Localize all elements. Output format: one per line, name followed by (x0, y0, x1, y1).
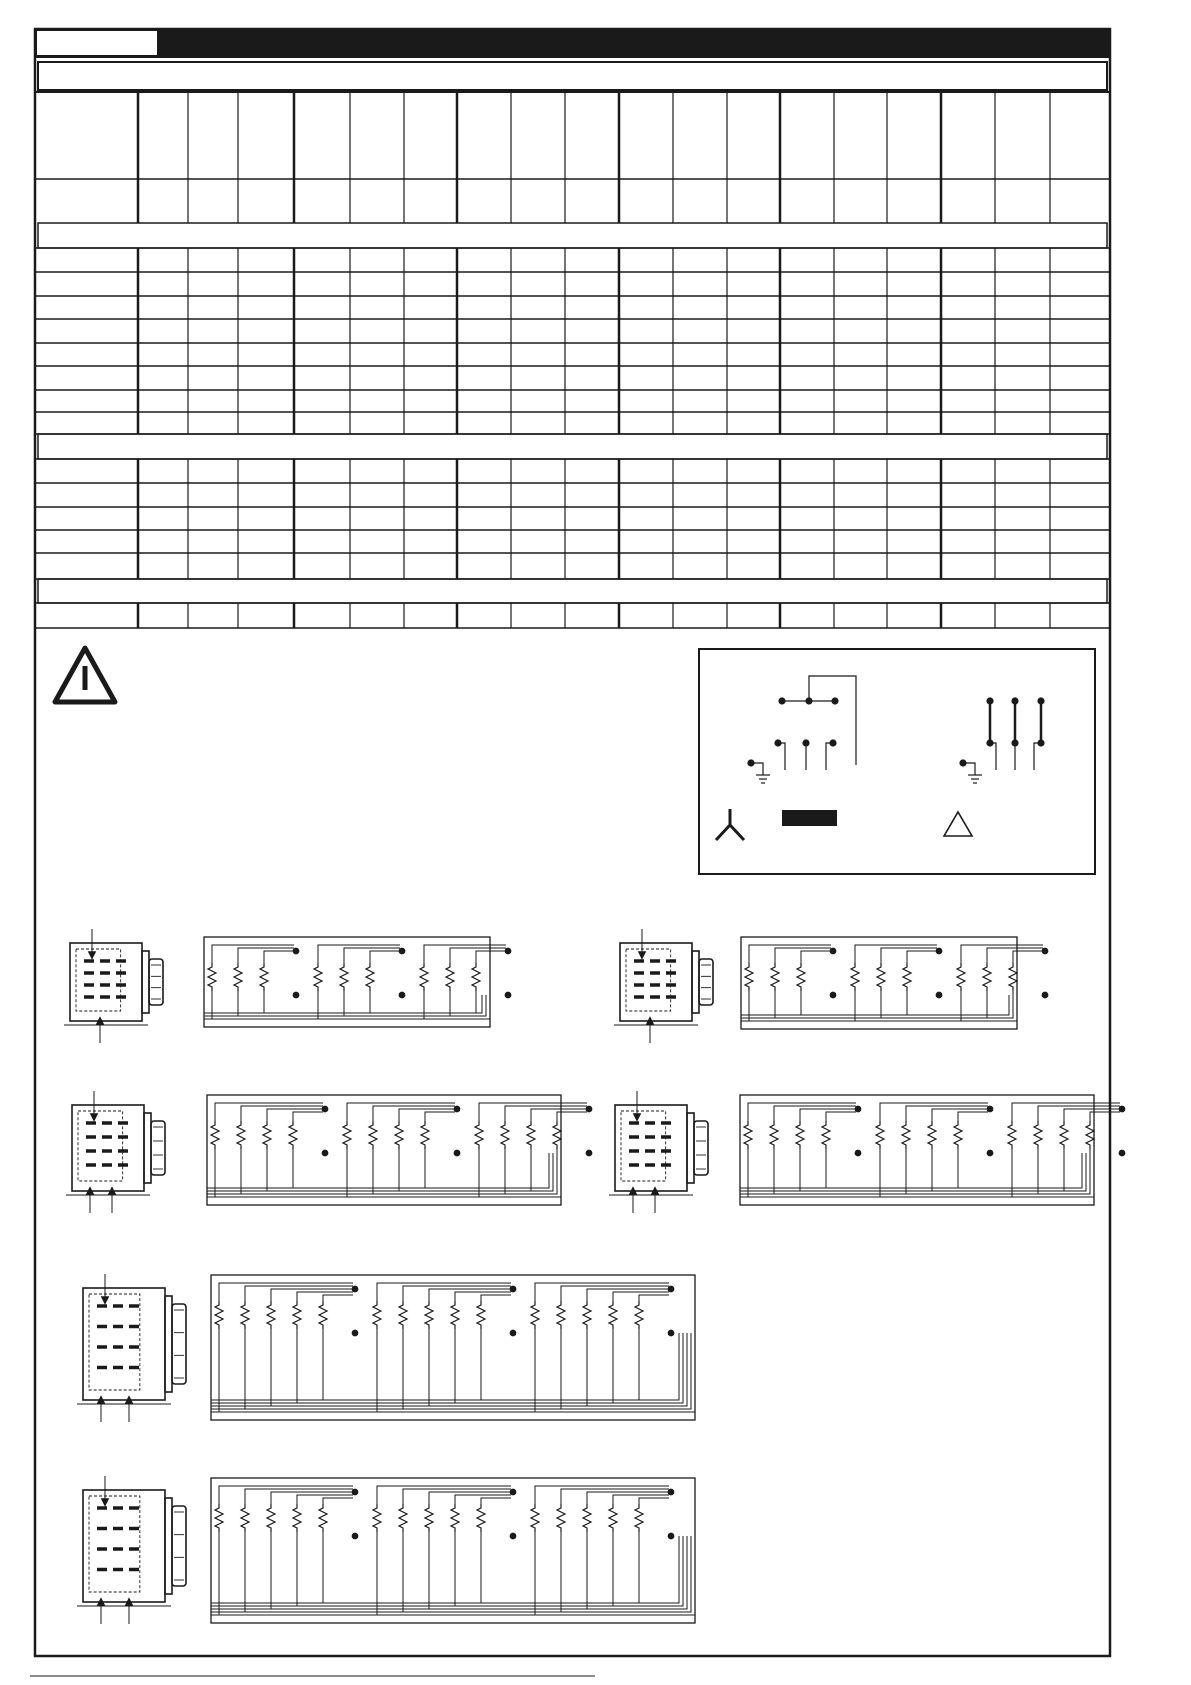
section-band (38, 223, 1107, 248)
star-connection-icon (716, 809, 744, 840)
motor-side-view (77, 1476, 186, 1624)
star-terminal-block (748, 676, 856, 783)
wiring-diagram (207, 1095, 592, 1205)
wiring-diagram (741, 937, 1048, 1029)
motor-side-view (609, 1091, 708, 1213)
data-table (35, 92, 1110, 628)
connection-legend (699, 649, 1095, 874)
section-band (38, 579, 1107, 603)
motor-side-view (64, 929, 163, 1043)
wiring-diagram (211, 1275, 695, 1420)
header-bar (35, 29, 1110, 57)
wiring-diagrams (64, 929, 1125, 1624)
wiring-diagram (740, 1095, 1125, 1205)
motor-side-view (77, 1274, 186, 1422)
delta-terminal-block (960, 698, 1044, 783)
warning-triangle-icon (55, 648, 115, 702)
delta-connection-icon (944, 812, 972, 836)
link-bar (783, 811, 836, 825)
title-band (38, 62, 1107, 90)
motor-side-view (66, 1091, 165, 1213)
wiring-diagram (211, 1478, 695, 1623)
wiring-diagram (204, 937, 511, 1027)
section-band (38, 434, 1107, 459)
header-tab (37, 31, 157, 55)
motor-side-view (614, 929, 713, 1043)
